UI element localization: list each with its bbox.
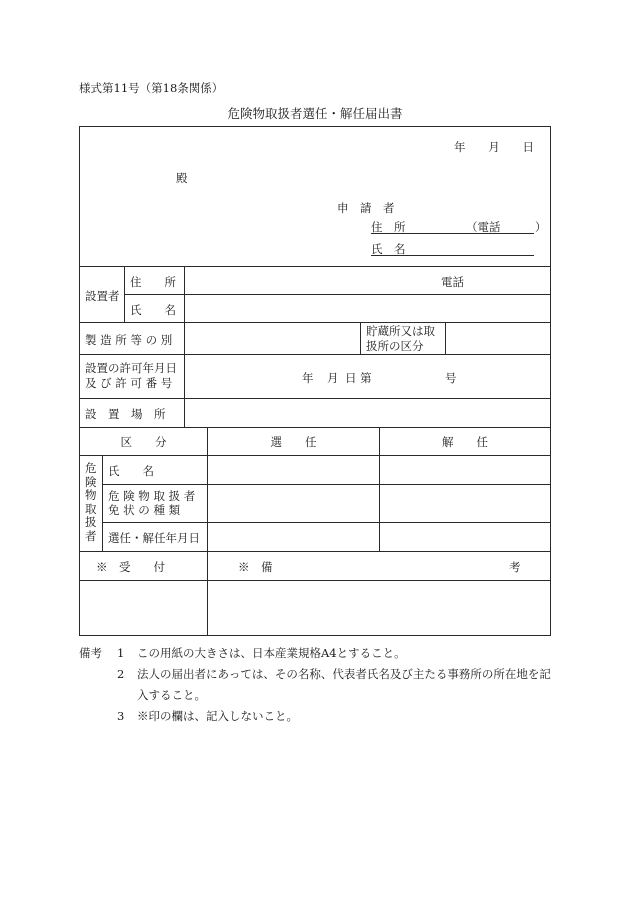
appoint-name-field[interactable]: [208, 456, 378, 483]
facility-type-label: 製 造 所 等 の 別: [85, 333, 173, 347]
setter-label: 設置者: [85, 289, 120, 303]
category-header: 区 分: [120, 435, 167, 449]
month-label: 月: [488, 140, 500, 154]
permit-number-label: 号: [445, 371, 457, 385]
setter-address-field[interactable]: [185, 267, 440, 293]
remarks-header-end: 考: [509, 560, 521, 574]
appoint-date-field[interactable]: [208, 523, 378, 550]
form-title: 危険物取扱者選任・解任届出書: [227, 106, 403, 121]
storage-category-label: 貯蔵所又は取 扱所の区分: [366, 324, 435, 353]
dismiss-date-field[interactable]: [380, 523, 550, 550]
handler-license-label: 危 険 物 取 扱 者 免 状 の 種 類: [108, 489, 196, 517]
permit-label: 設置の許可年月日 及 び 許 可 番 号: [85, 361, 177, 390]
location-label: 設 置 場 所: [85, 407, 166, 421]
handler-date-label: 選任・解任年月日: [108, 531, 200, 545]
dismiss-header: 解 任: [442, 435, 488, 449]
location-field[interactable]: [185, 399, 550, 426]
remarks-field: [208, 581, 550, 634]
date-line: [454, 139, 534, 155]
handler-side-label: 危険物取扱者: [85, 461, 97, 543]
note-item: 2 法人の届出者にあっては、その名称、代表者氏名及び主たる事務所の所在地を記入すること。: [117, 667, 551, 702]
appoint-header: 選 任: [270, 435, 317, 449]
notes: [79, 643, 559, 727]
dismiss-license-field[interactable]: [380, 485, 550, 521]
facility-type-field[interactable]: [185, 323, 359, 353]
notes-heading: 備考: [79, 646, 102, 660]
year-label: 年: [454, 140, 466, 154]
handler-name-label: 氏 名: [108, 464, 154, 478]
remarks-header: ※ 備: [238, 560, 273, 574]
day-label: 日: [522, 140, 534, 154]
appoint-license-field[interactable]: [208, 485, 378, 521]
permit-field[interactable]: [185, 355, 550, 397]
addressee-suffix: 殿: [176, 171, 188, 185]
setter-phone-label: 電話: [441, 275, 464, 289]
note-item: 3 ※印の欄は、記入しないこと。: [117, 709, 298, 723]
storage-category-field[interactable]: [446, 323, 549, 353]
permit-year-label: 年: [302, 371, 314, 385]
form-number: 様式第11号（第18条関係）: [79, 81, 224, 95]
reception-field: [80, 581, 206, 634]
note-item: 備考 1 この用紙の大きさは、日本産業規格A4とすること。: [79, 643, 559, 664]
reception-header: ※ 受 付: [96, 560, 165, 574]
applicant-name-field[interactable]: [371, 242, 534, 255]
setter-name-field[interactable]: [185, 295, 550, 321]
setter-address-label: 住 所: [130, 275, 176, 289]
applicant-address-field[interactable]: [371, 220, 547, 234]
applicant-phone-label: （電話 ）: [466, 220, 547, 234]
applicant-name-label: 氏 名: [371, 242, 406, 256]
setter-name-label: 氏 名: [130, 303, 176, 317]
dismiss-name-field[interactable]: [380, 456, 550, 483]
applicant-label: 申 請 者: [337, 201, 395, 215]
applicant-address-label: 住 所: [371, 220, 406, 234]
permit-month-label: 月: [327, 371, 339, 385]
permit-day-no-label: 日 第: [345, 371, 372, 385]
